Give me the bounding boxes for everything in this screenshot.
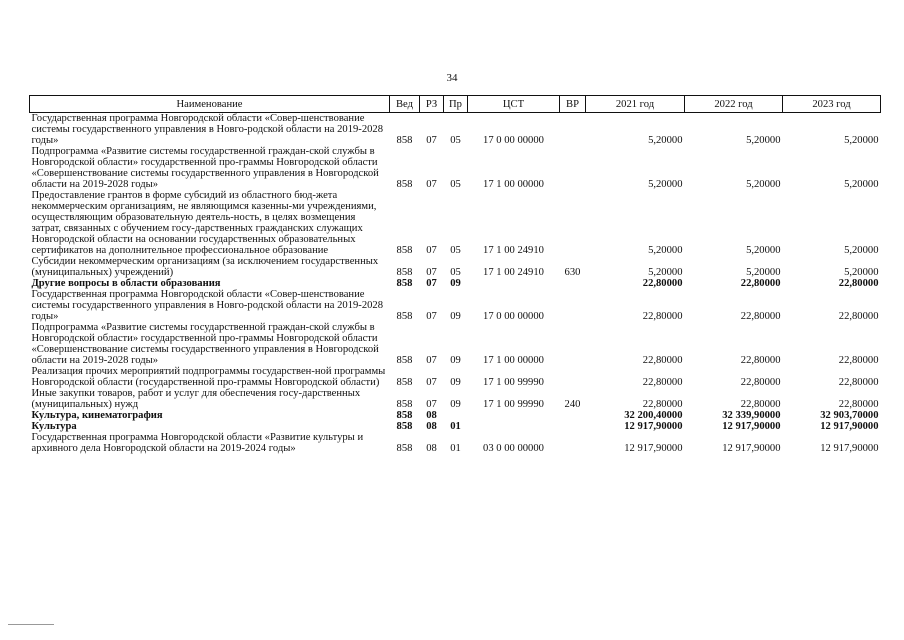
row-name-cell: Субсидии некоммерческим организациям (за исключением государственных (муниципальных) учреждений) bbox=[31, 256, 379, 278]
row-ved-cell: 858 bbox=[396, 399, 413, 410]
row-vr-cell bbox=[560, 278, 586, 289]
row-name-cell: Подпрограмма «Развитие системы государственной граждан-ской службы в Новгородской области» государственной про-граммы Новгородской области «Совершенствование системы государственного управления в Новгородской области на 2019-2028 годы» bbox=[31, 322, 379, 366]
row-pr-cell: 05 bbox=[450, 267, 461, 278]
row-pr-cell: 05 bbox=[450, 179, 461, 190]
row-rz-cell: 07 bbox=[426, 311, 437, 322]
row-2021-amount: 22,80000 bbox=[642, 278, 683, 289]
row-2022-amount: 5,20000 bbox=[746, 179, 781, 190]
row-ved-cell: 858 bbox=[396, 443, 413, 454]
row-vr-cell bbox=[560, 113, 586, 147]
header-pr: Пр bbox=[444, 96, 468, 113]
row-cst-cell: 17 0 00 00000 bbox=[483, 135, 544, 146]
table-row bbox=[30, 388, 881, 410]
row-pr-cell: 05 bbox=[450, 245, 461, 256]
row-2023-amount: 5,20000 bbox=[844, 267, 879, 278]
row-name-cell: Государственная программа Новгородской области «Совер-шенствование системы государственного управления в Новго-родской области на 2019-2028 годы» bbox=[31, 289, 384, 322]
header-rz: РЗ bbox=[420, 96, 444, 113]
table-row bbox=[30, 432, 881, 454]
row-cst-cell: 17 1 00 99990 bbox=[483, 377, 544, 388]
row-vr-cell bbox=[560, 421, 586, 432]
row-2023-amount: 32 903,70000 bbox=[820, 410, 879, 421]
row-name-cell: Государственная программа Новгородской области «Совер-шенствование системы государственного управления в Новго-родской области на 2019-2028 годы» bbox=[31, 113, 384, 146]
row-vr-cell: 240 bbox=[564, 399, 581, 410]
row-2023-amount: 22,80000 bbox=[838, 355, 879, 366]
header-2023: 2023 год bbox=[783, 96, 881, 113]
row-2022-amount: 5,20000 bbox=[746, 267, 781, 278]
table-row bbox=[30, 113, 881, 147]
row-vr-cell bbox=[560, 366, 586, 388]
table-body bbox=[30, 113, 881, 455]
row-cst-cell: 17 1 00 00000 bbox=[483, 179, 544, 190]
row-pr-cell bbox=[444, 410, 468, 421]
table-row bbox=[30, 190, 881, 256]
row-vr-cell bbox=[560, 410, 586, 421]
row-ved-cell: 858 bbox=[396, 311, 413, 322]
row-cst-cell bbox=[468, 278, 560, 289]
row-pr-cell: 01 bbox=[450, 421, 461, 432]
row-vr-cell: 630 bbox=[564, 267, 581, 278]
row-cst-cell: 03 0 00 00000 bbox=[483, 443, 544, 454]
header-ved: Вед bbox=[390, 96, 420, 113]
row-2023-amount: 5,20000 bbox=[844, 135, 879, 146]
row-2022-amount: 12 917,90000 bbox=[722, 443, 781, 454]
table-row bbox=[30, 322, 881, 366]
budget-table bbox=[29, 95, 881, 454]
header-name: Наименование bbox=[30, 96, 390, 113]
page-number: 34 bbox=[446, 72, 458, 84]
header-vr: ВР bbox=[560, 96, 586, 113]
table-row bbox=[30, 410, 881, 421]
row-rz-cell: 07 bbox=[426, 278, 437, 289]
row-rz-cell: 07 bbox=[426, 399, 437, 410]
row-ved-cell: 858 bbox=[396, 355, 413, 366]
table-row bbox=[30, 289, 881, 322]
row-pr-cell: 05 bbox=[450, 135, 461, 146]
row-ved-cell: 858 bbox=[396, 377, 413, 388]
row-ved-cell: 858 bbox=[396, 278, 413, 289]
row-2021-amount: 12 917,90000 bbox=[624, 421, 683, 432]
row-pr-cell: 09 bbox=[450, 355, 461, 366]
row-2022-amount: 5,20000 bbox=[746, 245, 781, 256]
row-name-cell: Другие вопросы в области образования bbox=[31, 278, 221, 289]
row-2022-amount: 22,80000 bbox=[740, 377, 781, 388]
row-2021-amount: 22,80000 bbox=[642, 399, 683, 410]
row-2021-amount: 5,20000 bbox=[648, 179, 683, 190]
row-name-cell: Культура bbox=[31, 421, 77, 432]
row-vr-cell bbox=[560, 146, 586, 190]
header-2021: 2021 год bbox=[586, 96, 685, 113]
row-2023-amount: 12 917,90000 bbox=[820, 421, 879, 432]
row-2021-amount: 12 917,90000 bbox=[624, 443, 683, 454]
row-cst-cell: 17 1 00 99990 bbox=[483, 399, 544, 410]
row-name-cell: Культура, кинематография bbox=[31, 410, 163, 421]
row-2023-amount: 22,80000 bbox=[838, 311, 879, 322]
row-ved-cell: 858 bbox=[396, 267, 413, 278]
table-header-row bbox=[30, 96, 881, 113]
row-name-cell: Предоставление грантов в форме субсидий из областного бюд-жета некоммерческим организациям, не являющимся казенны-ми учреждениями, осуществляющим образовательную деятель-ность, в целях возмещения затрат, связанных с обучением госу-дарственных гражданских служащих Новгородской области на основании государственных образовательных сертификатов на дополнительное профессиональное образование bbox=[31, 190, 377, 256]
row-2022-amount: 22,80000 bbox=[740, 311, 781, 322]
row-2023-amount: 5,20000 bbox=[844, 179, 879, 190]
row-pr-cell: 09 bbox=[450, 377, 461, 388]
row-cst-cell bbox=[468, 421, 560, 432]
row-rz-cell: 07 bbox=[426, 135, 437, 146]
row-rz-cell: 08 bbox=[426, 410, 437, 421]
row-rz-cell: 07 bbox=[426, 267, 437, 278]
row-2022-amount: 22,80000 bbox=[740, 355, 781, 366]
table-row bbox=[30, 278, 881, 289]
row-ved-cell: 858 bbox=[396, 421, 413, 432]
row-2021-amount: 5,20000 bbox=[648, 135, 683, 146]
row-vr-cell bbox=[560, 289, 586, 322]
row-2021-amount: 32 200,40000 bbox=[624, 410, 683, 421]
row-cst-cell: 17 1 00 00000 bbox=[483, 355, 544, 366]
row-ved-cell: 858 bbox=[396, 179, 413, 190]
table-row bbox=[30, 366, 881, 388]
row-2023-amount: 22,80000 bbox=[838, 278, 879, 289]
table-row bbox=[30, 256, 881, 278]
row-2021-amount: 5,20000 bbox=[648, 245, 683, 256]
row-2022-amount: 32 339,90000 bbox=[722, 410, 781, 421]
row-pr-cell: 09 bbox=[450, 311, 461, 322]
row-2021-amount: 22,80000 bbox=[642, 377, 683, 388]
row-cst-cell bbox=[468, 410, 560, 421]
table-row bbox=[30, 421, 881, 432]
row-2022-amount: 22,80000 bbox=[740, 399, 781, 410]
row-cst-cell: 17 1 00 24910 bbox=[483, 245, 544, 256]
row-2023-amount: 22,80000 bbox=[838, 399, 879, 410]
footer-divider bbox=[8, 624, 54, 625]
row-ved-cell: 858 bbox=[396, 135, 413, 146]
row-vr-cell bbox=[560, 432, 586, 454]
row-name-cell: Государственная программа Новгородской области «Развитие культуры и архивного дела Новгородской области на 2019-2024 годы» bbox=[31, 432, 364, 454]
row-name-cell: Реализация прочих мероприятий подпрограммы государствен-ной программы Новгородской области (государственной про-граммы Новгородской области) bbox=[31, 366, 386, 388]
row-rz-cell: 07 bbox=[426, 355, 437, 366]
row-name-cell: Подпрограмма «Развитие системы государственной граждан-ской службы в Новгородской области» государственной про-граммы Новгородской области «Совершенствование системы государственного управления в Новгородской области на 2019-2028 годы» bbox=[31, 146, 379, 190]
row-rz-cell: 07 bbox=[426, 245, 437, 256]
table-row bbox=[30, 146, 881, 190]
row-cst-cell: 17 0 00 00000 bbox=[483, 311, 544, 322]
row-pr-cell: 09 bbox=[450, 278, 461, 289]
row-2023-amount: 12 917,90000 bbox=[820, 443, 879, 454]
row-rz-cell: 08 bbox=[426, 421, 437, 432]
row-name-cell: Иные закупки товаров, работ и услуг для обеспечения госу-дарственных (муниципальных) нужд bbox=[31, 388, 361, 410]
row-2021-amount: 22,80000 bbox=[642, 355, 683, 366]
row-pr-cell: 09 bbox=[450, 399, 461, 410]
row-rz-cell: 08 bbox=[426, 443, 437, 454]
row-rz-cell: 07 bbox=[426, 377, 437, 388]
row-2023-amount: 22,80000 bbox=[838, 377, 879, 388]
row-vr-cell bbox=[560, 322, 586, 366]
row-2022-amount: 12 917,90000 bbox=[722, 421, 781, 432]
row-ved-cell: 858 bbox=[396, 410, 413, 421]
row-2021-amount: 5,20000 bbox=[648, 267, 683, 278]
row-2022-amount: 5,20000 bbox=[746, 135, 781, 146]
header-cst: ЦСТ bbox=[468, 96, 560, 113]
row-2023-amount: 5,20000 bbox=[844, 245, 879, 256]
row-2021-amount: 22,80000 bbox=[642, 311, 683, 322]
row-pr-cell: 01 bbox=[450, 443, 461, 454]
row-cst-cell: 17 1 00 24910 bbox=[483, 267, 544, 278]
row-2022-amount: 22,80000 bbox=[740, 278, 781, 289]
row-ved-cell: 858 bbox=[396, 245, 413, 256]
row-vr-cell bbox=[560, 190, 586, 256]
row-rz-cell: 07 bbox=[426, 179, 437, 190]
header-2022: 2022 год bbox=[685, 96, 783, 113]
